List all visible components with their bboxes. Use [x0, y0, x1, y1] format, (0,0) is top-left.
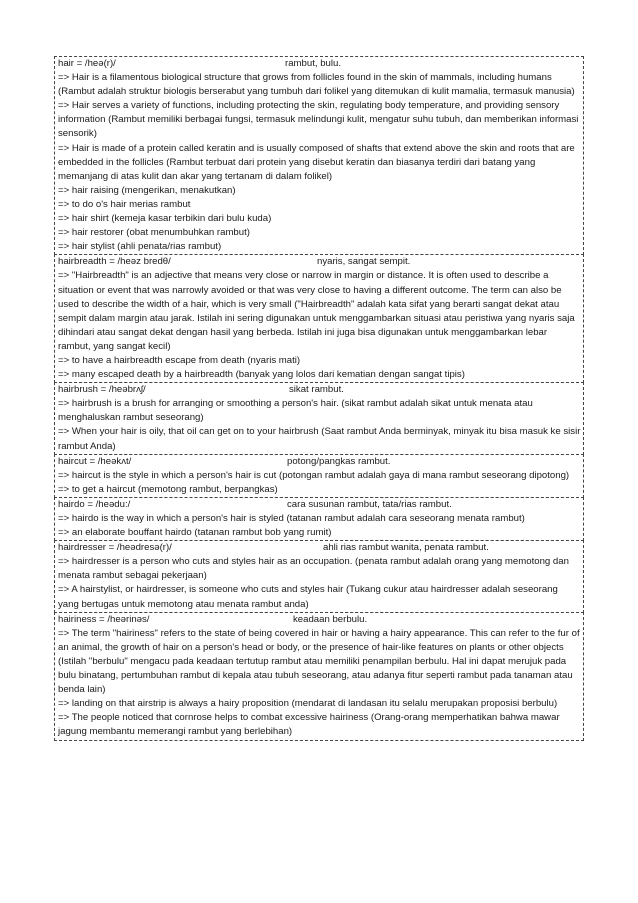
definition-line: => The term "hairiness" refers to the state of being covered in hair or having a hairy appearance. This can refer to the fur of an animal, the growth of hair on a person's head or body, or the presence of hair-like features on plants or other objects (Istilah "berbulu" mengacu pada keadaan tertutup rambut atau memiliki penampilan berbulu. Hal ini dapat merujuk pada bulu binatang, pertumbuhan rambut di kepala atau tubuh seseorang, atau adanya fitur seperti rambut pada tanaman atau benda lain) — [58, 627, 580, 696]
example-line: => hair stylist (ahli penata/rias rambut) — [58, 241, 222, 253]
entry-header — [58, 57, 581, 71]
example-line: => to get a haircut (memotong rambut, berpangkas) — [58, 483, 278, 495]
entry-hairbrush — [54, 382, 584, 454]
entry-hairiness — [54, 612, 584, 741]
entry-header — [58, 498, 581, 512]
definition-line: => hairdresser is a person who cuts and styles hair as an occupation. (penata rambut adalah orang yang memotong dan menata rambut sebagai pekerjaan) — [58, 556, 569, 582]
example-line: => landing on that airstrip is always a hairy proposition (mendarat di landasan itu selalu merupakan proposisi berbulu) — [58, 698, 558, 710]
translation: ahli rias rambut wanita, penata rambut. — [323, 542, 489, 554]
entry-hairdresser — [54, 540, 584, 612]
definition-line: => Hair is a filamentous biological structure that grows from follicles found in the skin of mammals, including humans (Rambut adalah struktur biologis berserabut yang tumbuh dari folikel yang ditemukan di kulit mamalia, termasuk manusia) — [58, 72, 575, 98]
example-line: => When your hair is oily, that oil can get on to your hairbrush (Saat rambut Anda berminyak, minyak itu bisa masuk ke sisir rambut Anda) — [58, 426, 581, 452]
entry-hairdo — [54, 497, 584, 541]
entry-hair — [54, 56, 584, 255]
example-line: => A hairstylist, or hairdresser, is someone who cuts and styles hair (Tukang cukur atau hairdresser adalah seseorang yang bertugas untuk memotong atau menata rambut anda) — [58, 584, 558, 610]
entry-haircut — [54, 454, 584, 498]
example-line: => hair shirt (kemeja kasar terbikin dari bulu kuda) — [58, 213, 272, 225]
definition-line: => hairdo is the way in which a person's hair is styled (tatanan rambut adalah cara seseorang menata rambut) — [58, 513, 525, 524]
example-line: => The people noticed that cornrose helps to combat excessive hairiness (Orang-orang memperhatikan bahwa mawar jagung membantu memerangi rambut yang berlebihan) — [58, 712, 560, 738]
dictionary-page — [54, 57, 584, 741]
headword: hairbreadth = /heəz bredθ/ — [58, 256, 171, 268]
definition-line: => Hair is made of a protein called keratin and is usually composed of shafts that extend above the skin and roots that are embedded in the follicles (Rambut terbuat dari protein yang disebut keratin dan biasanya terdiri dari batang yang memanjang di atas kulit dan akar yang tertanam di dalam folikel) — [58, 142, 575, 182]
example-line: => hair raising (mengerikan, menakutkan) — [58, 184, 236, 196]
example-line: => to have a hairbreadth escape from death (nyaris mati) — [58, 354, 301, 366]
translation: potong/pangkas rambut. — [287, 455, 391, 467]
translation: rambut, bulu. — [285, 58, 341, 69]
example-line: => hair restorer (obat menumbuhkan rambut) — [58, 227, 250, 239]
definition-line: => Hair serves a variety of functions, including protecting the skin, regulating body temperature, and providing sensory information (Rambut memiliki berbagai fungsi, termasuk melindungi kulit, mengatur suhu tubuh, dan memberikan informasi sensorik) — [58, 100, 579, 140]
example-line: => many escaped death by a hairbreadth (banyak yang lolos dari kematian dengan sangat tipis) — [58, 369, 465, 381]
headword: hairbrush = /heəbrʌʃ/ — [58, 384, 146, 396]
translation: sikat rambut. — [289, 384, 344, 396]
headword: hairiness = /heərinəs/ — [58, 613, 150, 625]
entry-header — [58, 455, 581, 469]
translation: keadaan berbulu. — [293, 613, 368, 625]
definition-line: => haircut is the style in which a person's hair is cut (potongan rambut adalah gaya di mana rambut seseorang dipotong) — [58, 469, 570, 481]
entry-hairbreadth — [54, 254, 584, 383]
translation: cara susunan rambut, tata/rias rambut. — [287, 498, 452, 510]
headword: haircut = /heəkʌt/ — [58, 455, 132, 467]
translation: nyaris, sangat sempit. — [317, 256, 411, 268]
example-line: => an elaborate bouffant hairdo (tatanan rambut bob yang rumit) — [58, 527, 332, 539]
entry-header — [58, 613, 581, 627]
example-line: => to do o's hair merias rambut — [58, 198, 191, 210]
entry-header — [58, 255, 581, 269]
entry-header — [58, 541, 581, 555]
headword: hairdresser = /heədresə(r)/ — [58, 542, 172, 554]
entry-header — [58, 383, 581, 397]
headword: hair = /heə(r)/ — [58, 58, 116, 69]
definition-line: => hairbrush is a brush for arranging or smoothing a person's hair. (sikat rambut adalah sikat untuk menata atau menghaluskan rambut seseorang) — [58, 398, 533, 424]
headword: hairdo = /heədu:/ — [58, 498, 131, 510]
definition-line: => "Hairbreadth" is an adjective that means very close or narrow in margin or distance. It is often used to describe a situation or event that was narrowly avoided or that was very close to having a different outcome. The term can also be used to describe the width of a hair, which is very small ("Hairbreadth" adalah kata sifat yang berarti sangat dekat atau sempit dalam margin atau jarak. Istilah ini sering digunakan untuk menggambarkan situasi atau peristiwa yang nyaris saja dihindari atau sangat dekat dengan hasil yang berbeda. Istilah ini juga bisa digunakan untuk menggambarkan lebar rambut, yang sangat kecil) — [58, 270, 575, 352]
